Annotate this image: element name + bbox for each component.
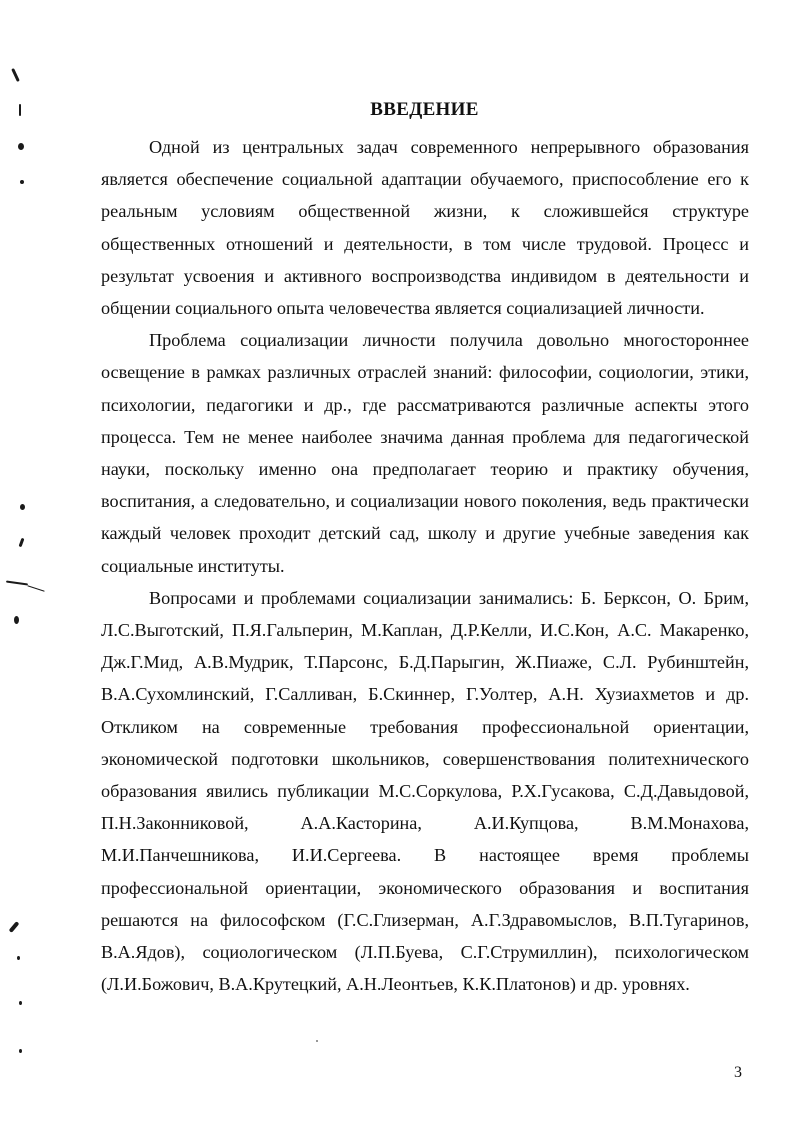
scan-artifact [18,143,24,150]
scan-artifact [19,1049,22,1053]
paragraph-researchers: Вопросами и проблемами социализации занимались: Б. Берксон, О. Брим, Л.С.Выготский, П.Я.Гальперин, М.Каплан, Д.Р.Келли, И.С.Кон, А.С. Макаренко, Дж.Г.Мид, А.В.Мудрик, Т.Парсонс, Б.Д.Парыгин, Ж.Пиаже, С.Л. Рубинштейн, В.А.Сухомлинский, Г.Салливан, Б.Скиннер, Г.Уолтер, А.Н. Хузиахметов и др. Откликом на современные требования профессиональной ориентации, экономической подготовки школьников, совершенствования политехнического образования явились публикации М.С.Соркулова, Р.Х.Гусакова, С.Д.Давыдовой, П.Н.Законниковой, А.А.Касторина, А.И.Купцова, В.М.Монахова, М.И.Панчешникова, И.И.Сергеева. В настоящее время проблемы профессиональной ориентации, экономического образования и воспитания решаются на философском (Г.С.Глизерман, А.Г.Здравомыслов, В.П.Тугаринов, В.А.Ядов), социологическом (Л.П.Буева, С.Г.Струмиллин), психологическом (Л.И.Божович, В.А.Крутецкий, А.Н.Леонтьев, К.К.Платонов) и др. уровнях. [101,587,749,995]
scan-artifact [316,1040,318,1042]
page-number: 3 [734,1064,742,1081]
scan-artifact [20,504,25,510]
scan-artifact [27,585,44,592]
scan-artifact [11,68,20,82]
scan-artifact [14,616,19,624]
scan-artifact [20,180,24,184]
scan-artifact [9,921,20,933]
paragraph-intro: Одной из центральных задач современного непрерывного образования является обеспечение социальной адаптации обучаемого, приспособление его к реальным условиям общественной жизни, к сложившейся структуре общественных отношений и деятельности, в том числе трудовой. Процесс и результат усвоения и активного воспроизводства индивидом в деятельности и общении социального опыта человечества является социализацией личности. [101,137,749,319]
scan-artifact [19,1001,22,1005]
page-title: ВВЕДЕНИЕ [370,99,479,120]
scan-artifact [17,956,20,960]
scan-artifact [6,580,28,585]
body-text [101,131,749,1000]
paragraph-problem: Проблема социализации личности получила довольно многостороннее освещение в рамках различных отраслей знаний: философии, социологии, этики, психологии, педагогики и др., где рассматриваются различные аспекты этого процесса. Тем не менее наиболее значима данная проблема для педагогической науки, поскольку именно она предполагает теорию и практику обучения, воспитания, а следовательно, и социализации нового поколения, ведь практически каждый человек проходит детский сад, школу и другие учебные заведения как социальные институты. [101,330,749,576]
scan-artifact [19,538,25,547]
